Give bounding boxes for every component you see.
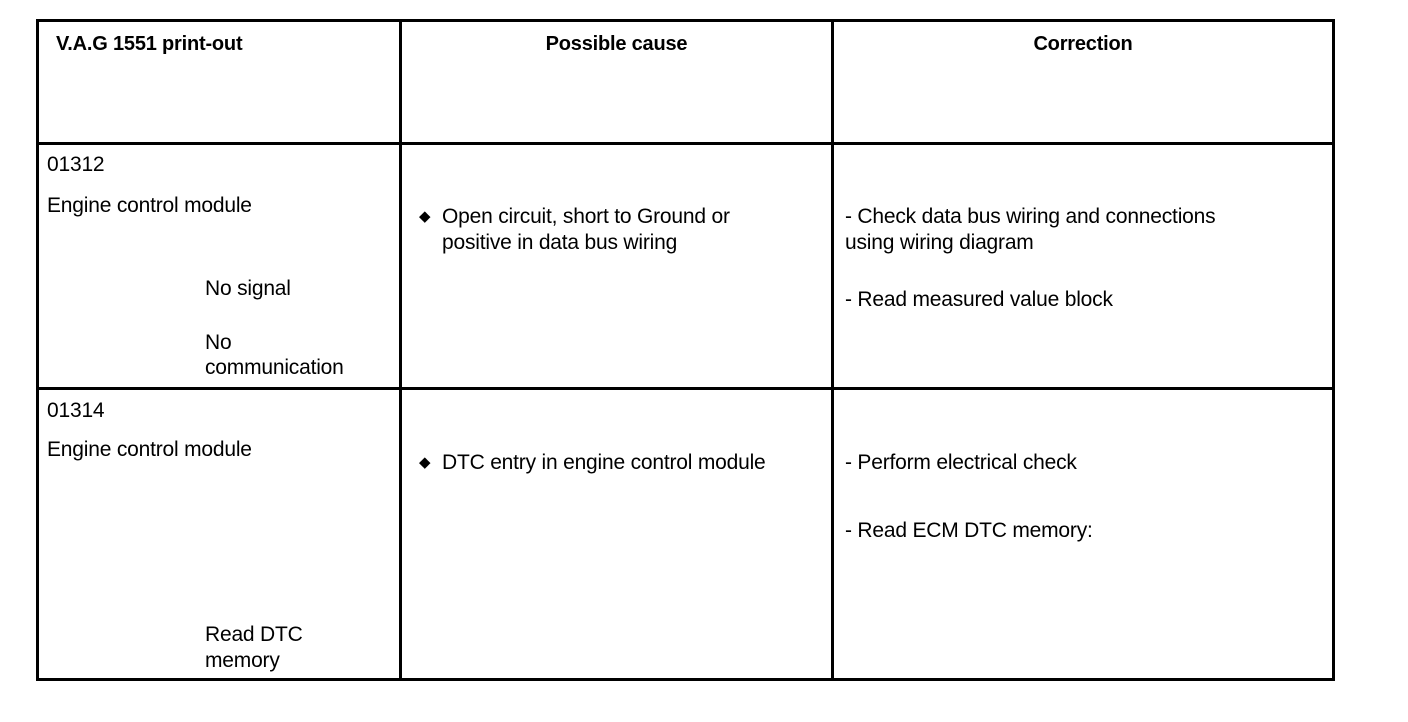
row-divider-header	[39, 142, 1332, 145]
column-divider-1	[399, 22, 402, 678]
fault-status: memory	[205, 649, 280, 672]
correction-step: using wiring diagram	[845, 231, 1034, 254]
correction-step: - Read ECM DTC memory:	[845, 519, 1093, 542]
row-divider-1	[39, 387, 1332, 390]
header-correction: Correction	[1033, 33, 1133, 55]
fault-status: No	[205, 331, 232, 354]
dtc-code: 01314	[47, 399, 105, 422]
fault-status: communication	[205, 356, 344, 379]
possible-cause: Open circuit, short to Ground or	[442, 205, 730, 228]
header-possible-cause: Possible cause	[545, 33, 688, 55]
correction-step: - Perform electrical check	[845, 451, 1077, 474]
header-printout: V.A.G 1551 print-out	[56, 33, 243, 55]
diamond-bullet-icon: ◆	[419, 208, 431, 225]
component-name: Engine control module	[47, 438, 252, 461]
column-divider-2	[831, 22, 834, 678]
dtc-code: 01312	[47, 153, 105, 176]
fault-status: No signal	[205, 277, 291, 300]
diamond-bullet-icon: ◆	[419, 454, 431, 471]
correction-step: - Read measured value block	[845, 288, 1113, 311]
component-name: Engine control module	[47, 194, 252, 217]
fault-status: Read DTC	[205, 623, 303, 646]
possible-cause: DTC entry in engine control module	[442, 451, 766, 474]
correction-step: - Check data bus wiring and connections	[845, 205, 1216, 228]
dtc-table	[36, 19, 1335, 681]
possible-cause: positive in data bus wiring	[442, 231, 678, 254]
